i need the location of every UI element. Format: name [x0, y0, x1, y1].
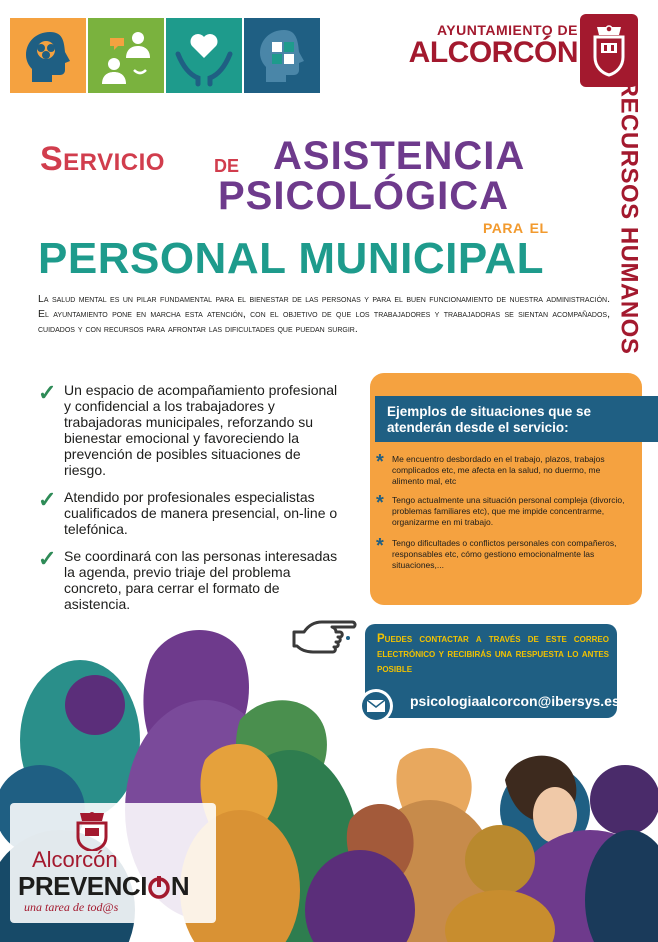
heart-hands-icon — [166, 18, 242, 93]
department-label: RECURSOS HUMANOS — [615, 79, 642, 355]
example-text: Me encuentro desbordado en el trabajo, plazos, trabajos complicados etc, me afecta en la salud, no duermo, me alimento mal, etc — [392, 454, 605, 486]
title-asistencia: ASISTENCIA — [273, 134, 526, 178]
asterisk-icon: * — [376, 451, 384, 473]
council-name-line1: AYUNTAMIENTO DE — [436, 22, 578, 38]
intro-paragraph: La salud mental es un pilar fundamental para el bienestar de las personas y para el buen funcionamiento de nuestra administración. El ayuntamiento pone en marcha esta atención, con el objetivo de que los trabajadores y trabajadoras se sientan acompañados, cuidados y con recursos para afrontar las dificultades que puedan surgir. — [38, 293, 610, 335]
check-icon: ✓ — [38, 380, 57, 405]
power-icon — [147, 875, 171, 899]
pointing-hand-icon — [290, 618, 360, 664]
crown-shield-icon — [74, 811, 110, 851]
asterisk-icon: * — [376, 535, 384, 557]
example-item — [376, 535, 626, 571]
council-shield-icon — [580, 14, 638, 87]
head-puzzle-icon — [244, 18, 320, 93]
example-item — [376, 451, 626, 487]
bullet-text: Un espacio de acompañamiento profesional y confidencial a los trabajadores y trabajadoras municipales, reforzando su bienestar emocional y favoreciendo la prevención de posibles situaciones de riesgo. — [64, 382, 338, 478]
contact-email-link[interactable]: psicologiaalcorcon@ibersys.es — [410, 693, 620, 709]
example-text: Tengo actualmente una situación personal compleja (divorcio, problemas familiares etc), que me impide concentrarme, organizarme en mi trabajo. — [392, 495, 625, 527]
council-logo-text — [409, 22, 578, 68]
title-para-el: para el — [483, 216, 549, 238]
title-psicologica: PSICOLÓGICA — [218, 174, 510, 218]
email-icon[interactable] — [358, 688, 394, 724]
people-support-icon — [88, 18, 164, 93]
bullet-item — [38, 548, 338, 612]
contact-text: Puedes contactar a través de este correo electrónico y recibirás una respuesta lo antes posible — [377, 633, 609, 675]
check-icon: ✓ — [38, 487, 57, 512]
example-item — [376, 492, 626, 528]
bullet-item — [38, 489, 338, 537]
title-servicio: Servicio — [40, 140, 165, 178]
head-brain-icon — [10, 18, 86, 93]
title-personal-municipal: PERSONAL MUNICIPAL — [38, 234, 545, 283]
prevencion-logo — [10, 803, 216, 923]
prevencion-tagline: una tarea de tod@s — [24, 900, 119, 914]
title-de: de — [214, 148, 240, 178]
bullet-text: Atendido por profesionales especialistas cualificados de manera presencial, on-line o telefónica. — [64, 489, 338, 537]
asterisk-icon: * — [376, 492, 384, 514]
check-icon: ✓ — [38, 546, 57, 571]
prevencion-wordmark: PREVENCI N — [18, 871, 190, 901]
bullet-text: Se coordinará con las personas interesadas la agenda, previo triaje del problema concreto, para cerrar el formato de asistencia. — [64, 548, 338, 612]
council-name-line2: ALCORCÓN — [408, 36, 578, 69]
bullet-item — [38, 382, 338, 478]
example-text: Tengo dificultades o conflictos personales con compañeros, responsables etc, cómo gestiono emocionalmente las situaciones,... — [392, 538, 617, 570]
examples-heading: Ejemplos de situaciones que se atenderán desde el servicio: — [375, 396, 658, 442]
prevencion-town: Alcorcón — [32, 847, 118, 872]
